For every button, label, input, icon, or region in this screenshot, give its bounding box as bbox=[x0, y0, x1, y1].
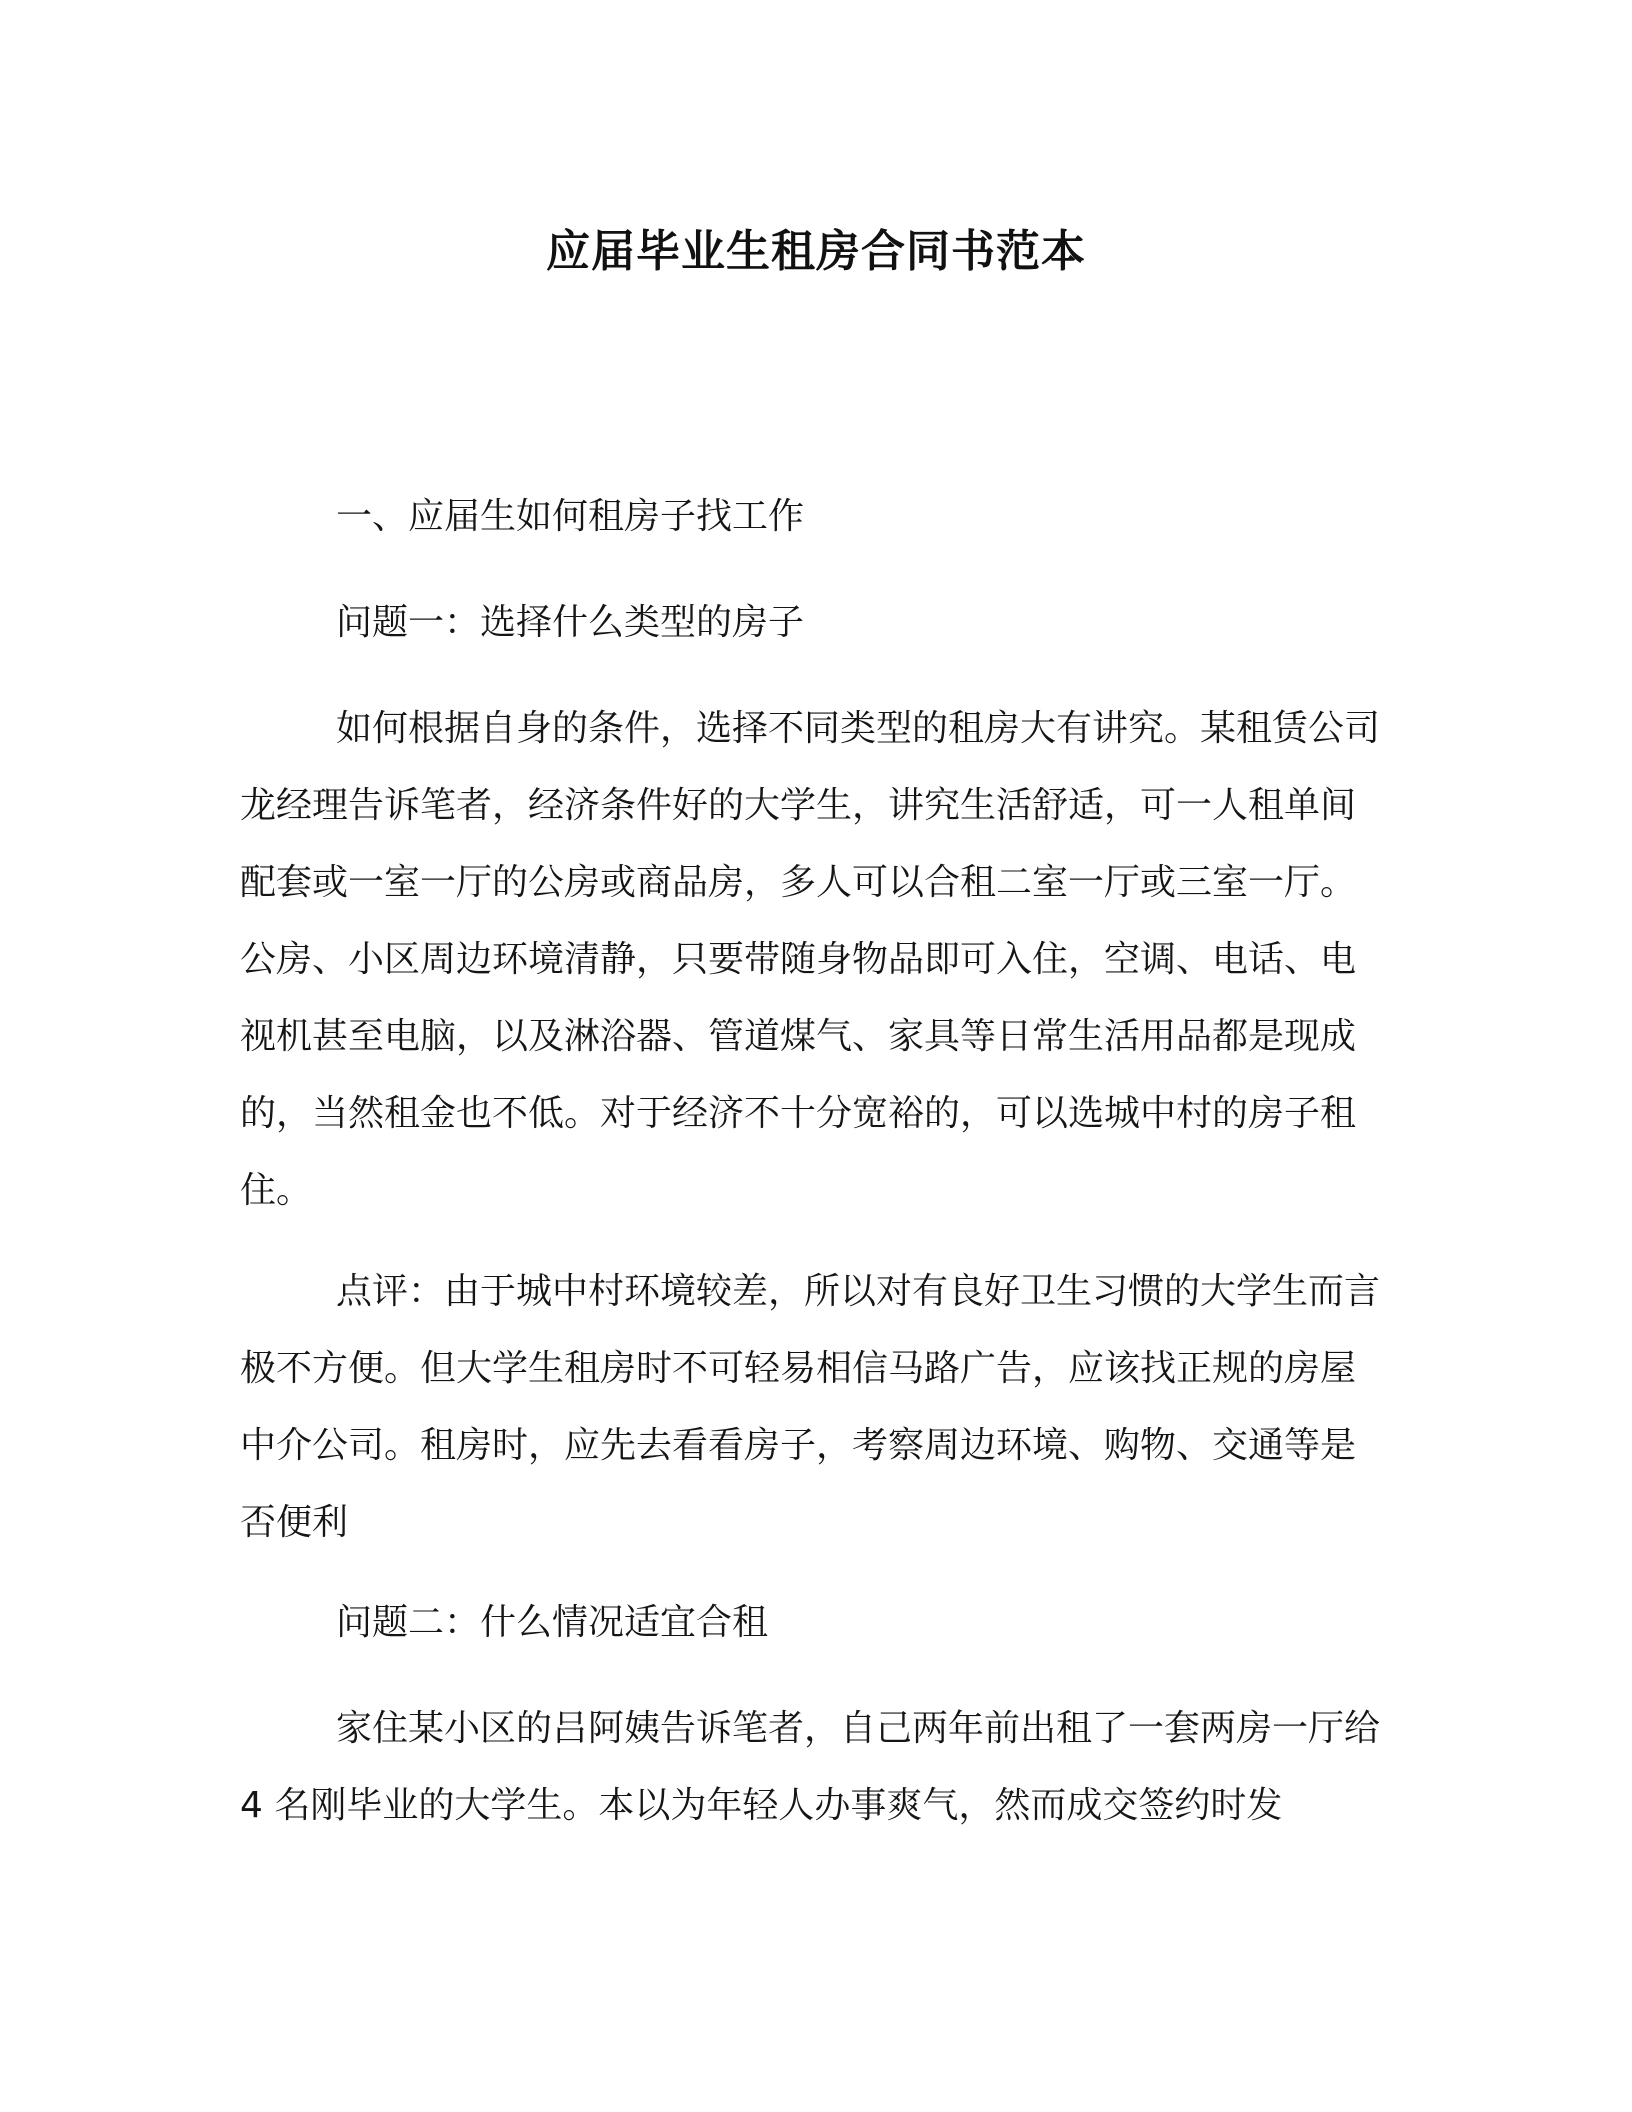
paragraph-commentary: 点评：由于城中村环境较差，所以对有良好卫生习惯的大学生而言极不方便。但大学生租房时不可轻易相信马路广告，应该找正规的房屋中介公司。租房时，应先去看看房子，考察周边环境、购物、交通等是否便利 bbox=[240, 1271, 1381, 1543]
paragraph-housing-types: 如何根据自身的条件，选择不同类型的租房大有讲究。某租赁公司龙经理告诉笔者，经济条件好的大学生，讲究生活舒适，可一人租单间配套或一室一厅的公房或商品房，多人可以合租二室一厅或三室一厅。公房、小区周边环境清静，只要带随身物品即可入住，空调、电话、电视机甚至电脑，以及淋浴器、管道煤气、家具等日常生活用品都是现成的，当然租金也不低。对于经济不十分宽裕的，可以选城中村的房子租住。 bbox=[240, 708, 1381, 1211]
document-title: 应届毕业生租房合同书范本 bbox=[546, 226, 1086, 277]
section-heading: 一、应届生如何租房子找工作 bbox=[336, 496, 805, 537]
question-one-heading: 问题一：选择什么类型的房子 bbox=[336, 602, 805, 643]
question-two-heading: 问题二：什么情况适宜合租 bbox=[336, 1602, 769, 1643]
paragraph-shared-rental: 家住某小区的吕阿姨告诉笔者，自己两年前出租了一套两房一厅给 4 名刚毕业的大学生。本以为年轻人办事爽气，然而成交签约时发 bbox=[240, 1708, 1381, 1826]
